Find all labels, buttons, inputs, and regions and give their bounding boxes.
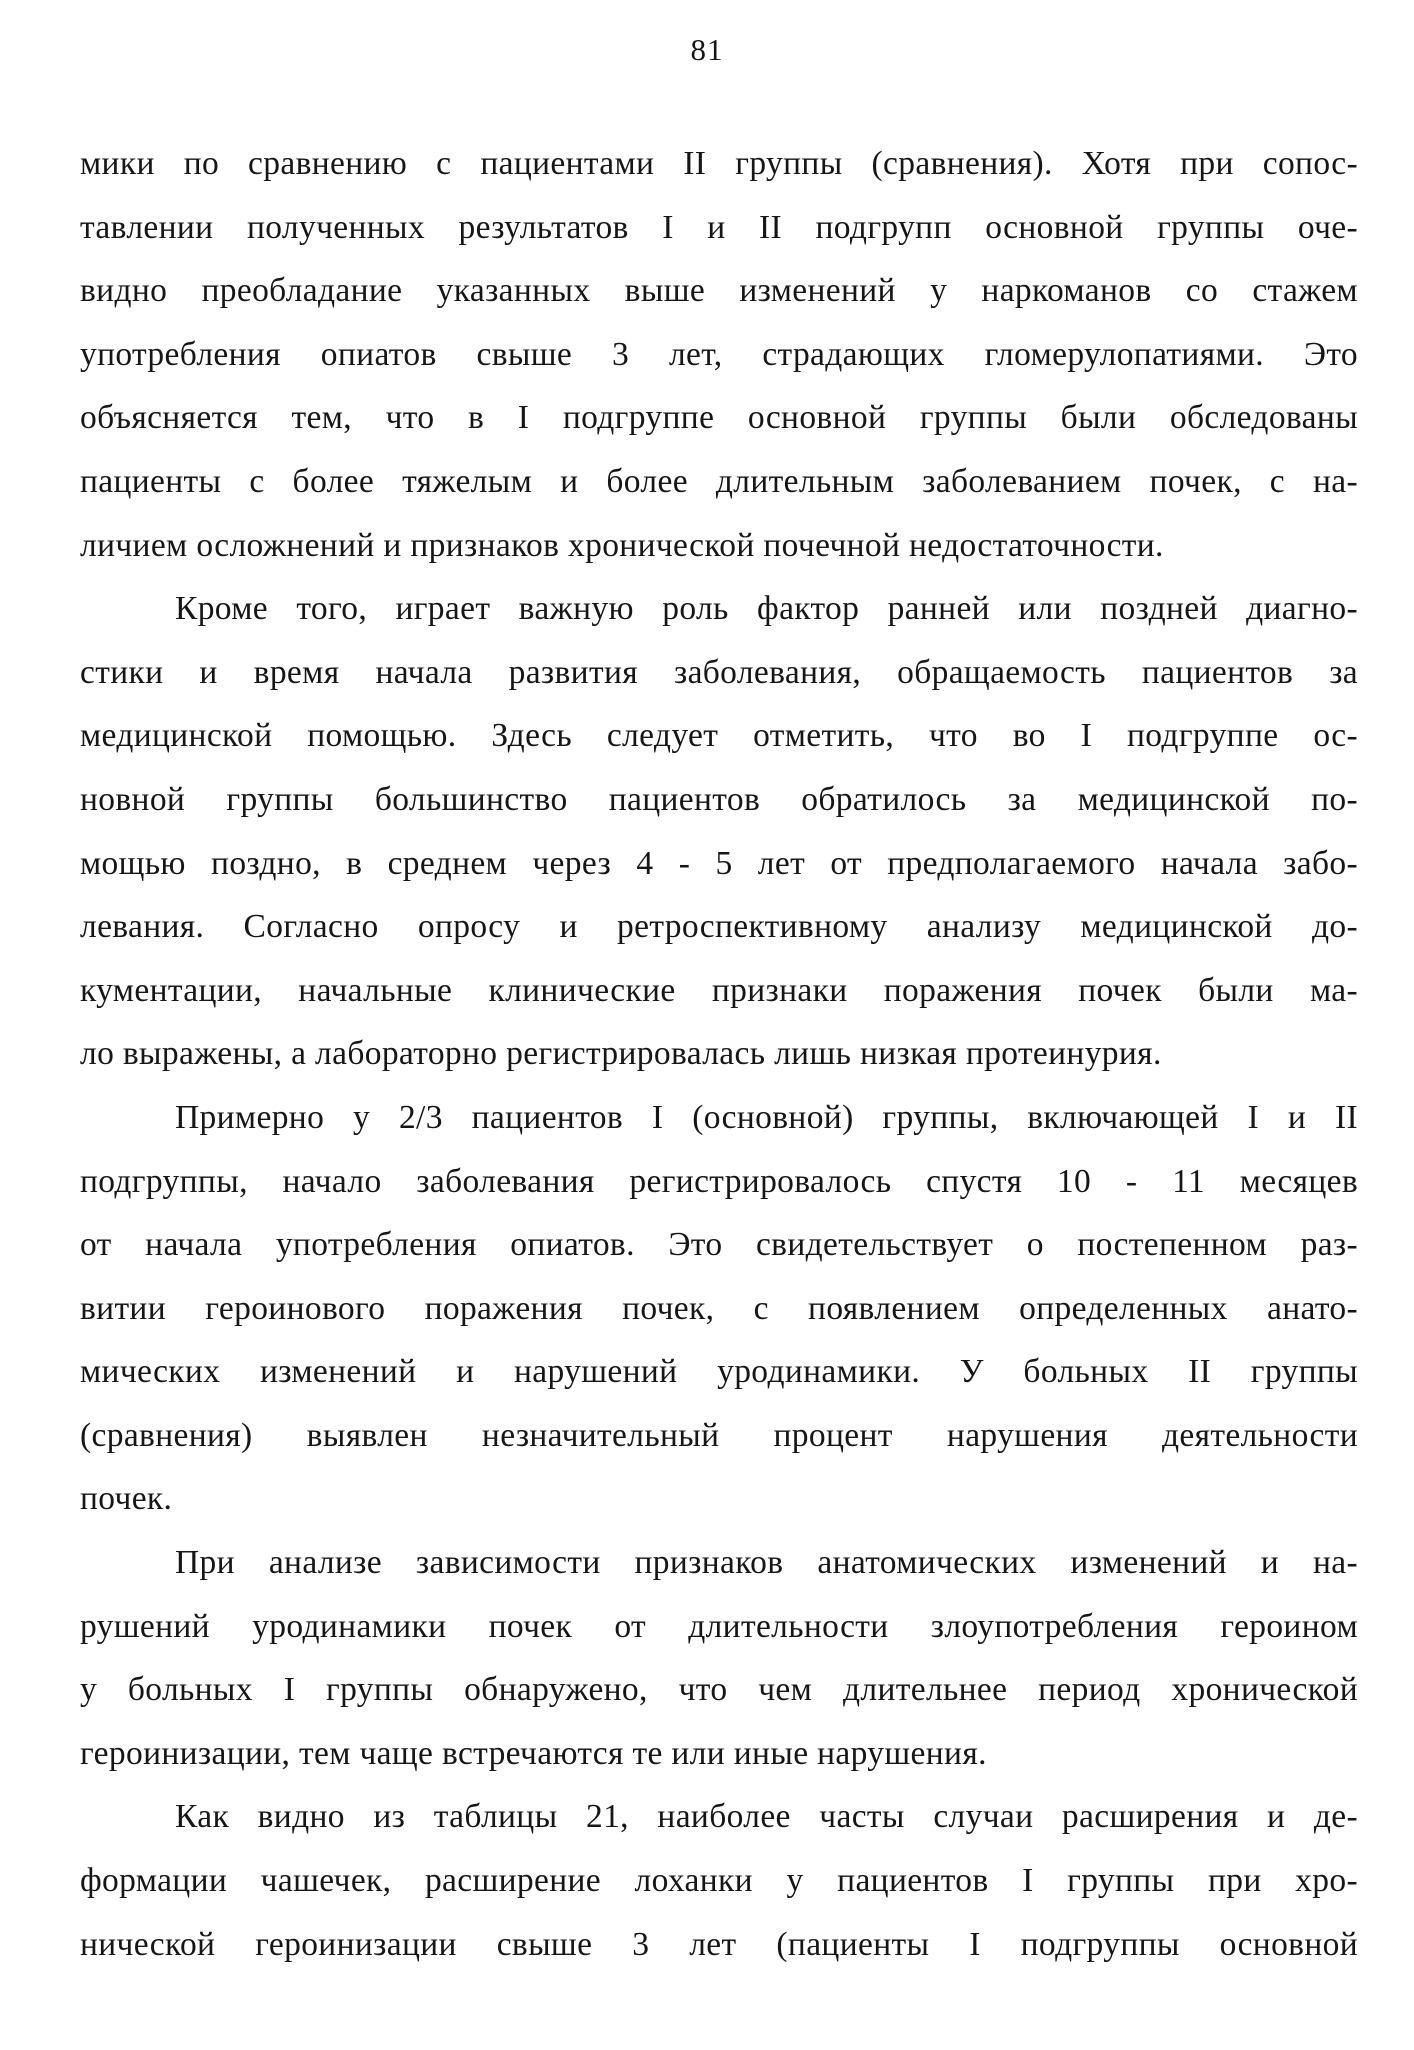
text-line: При анализе зависимости признаков анатомических изменений и на-: [175, 1544, 1358, 1582]
text-line: нической героинизации свыше 3 лет (пациенты I подгруппы основной: [80, 1925, 1358, 1963]
text-line: витии героинового поражения почек, с появлением определенных анато-: [80, 1289, 1358, 1327]
text-line: мощью поздно, в среднем через 4 - 5 лет от предполагаемого начала забо-: [80, 844, 1358, 882]
text-line: от начала употребления опиатов. Это свидетельствует о постепенном раз-: [80, 1226, 1358, 1264]
text-line: подгруппы, начало заболевания регистрировалось спустя 10 - 11 месяцев: [80, 1162, 1358, 1200]
text-line: Кроме того, играет важную роль фактор ранней или поздней диагно-: [175, 590, 1358, 628]
text-line: (сравнения) выявлен незначительный процент нарушения деятельности: [80, 1416, 1358, 1454]
text-line: новной группы большинство пациентов обратилось за медицинской по-: [80, 780, 1358, 818]
text-line: употребления опиатов свыше 3 лет, страдающих гломерулопатиями. Это: [80, 335, 1358, 373]
text-line: мики по сравнению с пациентами II группы (сравнения). Хотя при сопос-: [80, 145, 1358, 182]
text-line: объясняется тем, что в I подгруппе основной группы были обследованы: [80, 399, 1358, 437]
text-line: кументации, начальные клинические признаки поражения почек были ма-: [80, 971, 1358, 1009]
page-number: 81: [690, 32, 724, 67]
paragraph: [80, 1531, 1358, 1785]
text-line: стики и время начала развития заболевания, обращаемость пациентов за: [80, 653, 1358, 691]
text-line: героинизации, тем чаще встречаются те или иные нарушения.: [80, 1734, 987, 1772]
paragraph: [80, 577, 1358, 1086]
text-line: пациенты с более тяжелым и более длительным заболеванием почек, с на-: [80, 462, 1358, 500]
text-line: левания. Согласно опросу и ретроспективному анализу медицинской до-: [80, 908, 1358, 946]
text-line: личием осложнений и признаков хронической почечной недостаточности.: [80, 526, 1164, 564]
text-line: медицинской помощью. Здесь следует отметить, что во I подгруппе ос-: [80, 717, 1358, 755]
paragraph: [80, 1086, 1358, 1531]
text-line: почек.: [80, 1480, 173, 1518]
text-line: рушений уродинамики почек от длительности злоупотребления героином: [80, 1607, 1358, 1645]
text-line: Как видно из таблицы 21, наиболее часты случаи расширения и де-: [175, 1798, 1358, 1836]
text-line: мических изменений и нарушений уродинамики. У больных II группы: [80, 1353, 1358, 1391]
text-line: ло выражены, а лабораторно регистрировалась лишь низкая протеинурия.: [80, 1035, 1162, 1073]
paragraph: [80, 132, 1358, 577]
body-text: [80, 132, 1358, 1976]
text-line: Примерно у 2/3 пациентов I (основной) группы, включающей I и II: [175, 1098, 1358, 1136]
text-line: видно преобладание указанных выше изменений у наркоманов со стажем: [80, 272, 1358, 310]
text-line: у больных I группы обнаружено, что чем длительнее период хронической: [80, 1671, 1358, 1709]
text-line: тавлении полученных результатов I и II подгрупп основной группы оче-: [80, 208, 1358, 246]
text-line: формации чашечек, расширение лоханки у пациентов I группы при хро-: [80, 1862, 1358, 1900]
paragraph: [80, 1785, 1358, 1976]
